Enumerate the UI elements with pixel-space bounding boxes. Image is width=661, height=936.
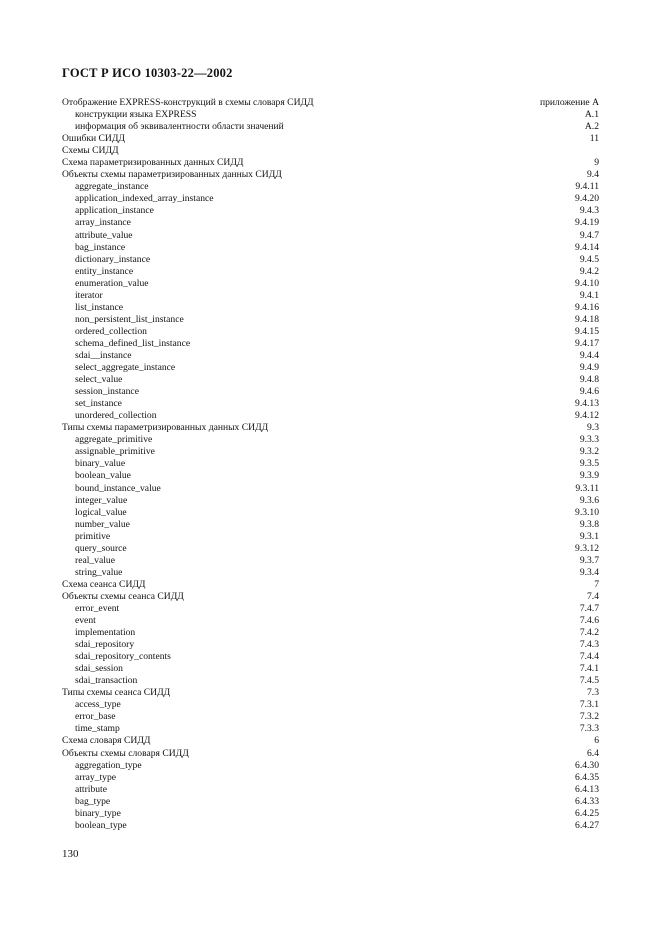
index-subentry [62, 338, 599, 350]
entry-page-ref: 9.3.8 [577, 519, 599, 531]
entry-label: logical_value [75, 507, 130, 519]
entry-label: Схема словаря СИДД [62, 735, 153, 747]
entry-label: Типы схемы сеанса СИДД [62, 687, 173, 699]
entry-page-ref: 7.3.2 [577, 711, 599, 723]
entry-page-ref: 7.4.7 [577, 603, 599, 615]
entry-page-ref: 9.4.4 [577, 350, 599, 362]
entry-label: unordered_collection [75, 410, 160, 422]
entry-label: Объекты схемы параметризированных данных СИДД [62, 169, 285, 181]
entry-page-ref: 9.3.2 [577, 446, 599, 458]
entry-label: attribute [75, 784, 110, 796]
index-entry [62, 169, 599, 181]
entry-label: iterator [75, 290, 106, 302]
entry-page-ref: 9.4.5 [577, 254, 599, 266]
entry-page-ref: 6.4.13 [572, 784, 599, 796]
entry-label: session_instance [75, 386, 142, 398]
entry-page-ref: 7.4 [584, 591, 599, 603]
entry-label: query_source [75, 543, 130, 555]
entry-label: dictionary_instance [75, 254, 153, 266]
entry-label: implementation [75, 627, 138, 639]
entry-label: list_instance [75, 302, 126, 314]
entry-page-ref: 6.4.30 [572, 760, 599, 772]
index-subentry [62, 615, 599, 627]
index-subentry [62, 398, 599, 410]
entry-page-ref: 9.3.9 [577, 470, 599, 482]
index-subentry [62, 483, 599, 495]
entry-label: boolean_type [75, 820, 130, 832]
index-subentry [62, 193, 599, 205]
index-entry [62, 133, 599, 145]
document-header: ГОСТ Р ИСО 10303-22—2002 [62, 66, 233, 80]
entry-page-ref: 9.4.2 [577, 266, 599, 278]
index-subentry [62, 458, 599, 470]
index-subentry [62, 820, 599, 832]
entry-label: integer_value [75, 495, 130, 507]
index-subentry [62, 651, 599, 663]
entry-page-ref: 7.4.1 [577, 663, 599, 675]
entry-page-ref: 9.4.10 [572, 278, 599, 290]
index-entry [62, 97, 599, 109]
index-entry [62, 748, 599, 760]
index-subentry [62, 470, 599, 482]
index-entry [62, 687, 599, 699]
index-subentry [62, 254, 599, 266]
index-subentry [62, 567, 599, 579]
entry-page-ref: 7.3.1 [577, 699, 599, 711]
entry-page-ref: 6 [591, 735, 599, 747]
index-subentry [62, 627, 599, 639]
index-subentry [62, 519, 599, 531]
entry-page-ref: 7 [591, 579, 599, 591]
entry-label: number_value [75, 519, 133, 531]
entry-page-ref: 11 [587, 133, 599, 145]
index-entry [62, 591, 599, 603]
entry-page-ref: 9.3.5 [577, 458, 599, 470]
entry-label: schema_defined_list_instance [75, 338, 193, 350]
index-subentry [62, 639, 599, 651]
entry-label: select_value [75, 374, 125, 386]
entry-page-ref: 9.3.7 [577, 555, 599, 567]
index-subentry [62, 446, 599, 458]
index-subentry [62, 230, 599, 242]
entry-label: assignable_primitive [75, 446, 158, 458]
entry-page-ref: 9.4.7 [577, 230, 599, 242]
entry-label: Ошибки СИДД [62, 133, 128, 145]
entry-label: конструкции языка EXPRESS [75, 109, 199, 121]
entry-page-ref: 7.4.2 [577, 627, 599, 639]
index-subentry [62, 543, 599, 555]
entry-label: sdai__instance [75, 350, 134, 362]
index-subentry [62, 217, 599, 229]
entry-label: sdai_transaction [75, 675, 140, 687]
entry-page-ref: 9 [591, 157, 599, 169]
entry-label: select_aggregate_instance [75, 362, 178, 374]
entry-page-ref: приложение А [537, 97, 599, 109]
entry-page-ref: 9.4 [584, 169, 599, 181]
entry-page-ref: 9.4.12 [572, 410, 599, 422]
index-subentry [62, 302, 599, 314]
entry-label: array_instance [75, 217, 134, 229]
entry-page-ref: 9.4.17 [572, 338, 599, 350]
index-subentry [62, 495, 599, 507]
index-subentry [62, 711, 599, 723]
entry-label: access_type [75, 699, 124, 711]
index-entry [62, 735, 599, 747]
entry-label: aggregate_instance [75, 181, 152, 193]
index-subentry [62, 374, 599, 386]
index-subentry [62, 350, 599, 362]
entry-label: bag_instance [75, 242, 128, 254]
entry-label: application_indexed_array_instance [75, 193, 217, 205]
index-subentry [62, 434, 599, 446]
entry-label: Схемы СИДД [62, 145, 122, 157]
entry-page-ref: 9.3.10 [572, 507, 599, 519]
entry-page-ref: 7.4.4 [577, 651, 599, 663]
entry-label: binary_value [75, 458, 128, 470]
entry-label: Отображение EXPRESS-конструкций в схемы словаря СИДД [62, 97, 317, 109]
index-subentry [62, 760, 599, 772]
entry-page-ref: 7.3 [584, 687, 599, 699]
entry-label: ordered_collection [75, 326, 150, 338]
entry-label: real_value [75, 555, 118, 567]
index-subentry [62, 266, 599, 278]
entry-label: error_event [75, 603, 122, 615]
entry-page-ref: 9.4.11 [572, 181, 599, 193]
index-subentry [62, 808, 599, 820]
index-subentry [62, 675, 599, 687]
entry-label: sdai_repository_contents [75, 651, 174, 663]
index-list [62, 97, 599, 832]
entry-page-ref: 9.4.20 [572, 193, 599, 205]
entry-page-ref: 9.4.13 [572, 398, 599, 410]
entry-label: Объекты схемы сеанса СИДД [62, 591, 187, 603]
entry-label: array_type [75, 772, 119, 784]
index-subentry [62, 290, 599, 302]
entry-label: bound_instance_value [75, 483, 164, 495]
entry-page-ref: 7.4.6 [577, 615, 599, 627]
entry-label: Типы схемы параметризированных данных СИДД [62, 422, 271, 434]
index-subentry [62, 784, 599, 796]
entry-label: entity_instance [75, 266, 136, 278]
index-entry [62, 157, 599, 169]
entry-page-ref: 9.3.11 [572, 483, 599, 495]
entry-label: sdai_session [75, 663, 126, 675]
entry-page-ref: A.1 [582, 109, 599, 121]
entry-page-ref: 9.3.1 [577, 531, 599, 543]
index-subentry [62, 109, 599, 121]
index-subentry [62, 603, 599, 615]
entry-label: time_stamp [75, 723, 123, 735]
index-subentry [62, 699, 599, 711]
index-subentry [62, 205, 599, 217]
index-subentry [62, 507, 599, 519]
entry-label: aggregate_primitive [75, 434, 155, 446]
entry-page-ref: 9.3 [584, 422, 599, 434]
index-subentry [62, 386, 599, 398]
entry-page-ref: 9.3.4 [577, 567, 599, 579]
index-subentry [62, 531, 599, 543]
entry-label: enumeration_value [75, 278, 152, 290]
entry-page-ref: 9.4.15 [572, 326, 599, 338]
entry-label: non_persistent_list_instance [75, 314, 187, 326]
entry-page-ref: 9.4.3 [577, 205, 599, 217]
entry-label: aggregation_type [75, 760, 145, 772]
entry-page-ref: 7.4.3 [577, 639, 599, 651]
entry-page-ref: 9.4.9 [577, 362, 599, 374]
index-subentry [62, 326, 599, 338]
entry-label: set_instance [75, 398, 125, 410]
index-entry [62, 422, 599, 434]
entry-page-ref: 7.4.5 [577, 675, 599, 687]
entry-label: error_base [75, 711, 118, 723]
entry-label: Объекты схемы словаря СИДД [62, 748, 192, 760]
entry-label: attribute_value [75, 230, 136, 242]
entry-page-ref: 6.4.35 [572, 772, 599, 784]
index-subentry [62, 242, 599, 254]
index-entry [62, 579, 599, 591]
entry-label: sdai_repository [75, 639, 137, 651]
entry-label: boolean_value [75, 470, 134, 482]
entry-page-ref: 9.3.6 [577, 495, 599, 507]
entry-label: primitive [75, 531, 113, 543]
entry-page-ref: 9.3.3 [577, 434, 599, 446]
entry-page-ref: 9.4.8 [577, 374, 599, 386]
entry-page-ref: 9.3.12 [572, 543, 599, 555]
index-entry [62, 145, 599, 157]
entry-page-ref: 9.4.18 [572, 314, 599, 326]
entry-page-ref: 6.4.33 [572, 796, 599, 808]
entry-label: информация об эквивалентности области значений [75, 121, 287, 133]
entry-page-ref: 9.4.6 [577, 386, 599, 398]
index-subentry [62, 314, 599, 326]
entry-page-ref: 9.4.14 [572, 242, 599, 254]
index-subentry [62, 723, 599, 735]
index-subentry [62, 278, 599, 290]
entry-page-ref: 6.4 [584, 748, 599, 760]
entry-page-ref: A.2 [582, 121, 599, 133]
entry-page-ref: 6.4.27 [572, 820, 599, 832]
entry-page-ref: 6.4.25 [572, 808, 599, 820]
index-subentry [62, 555, 599, 567]
index-subentry [62, 410, 599, 422]
entry-page-ref: 9.4.19 [572, 217, 599, 229]
entry-label: Схема параметризированных данных СИДД [62, 157, 246, 169]
entry-page-ref: 9.4.16 [572, 302, 599, 314]
index-subentry [62, 796, 599, 808]
entry-label: application_instance [75, 205, 157, 217]
entry-label: Схема сеанса СИДД [62, 579, 148, 591]
index-subentry [62, 772, 599, 784]
index-subentry [62, 362, 599, 374]
index-subentry [62, 663, 599, 675]
page-number: 130 [62, 848, 79, 860]
index-subentry [62, 121, 599, 133]
entry-label: bag_type [75, 796, 113, 808]
entry-label: binary_type [75, 808, 124, 820]
entry-label: string_value [75, 567, 125, 579]
entry-page-ref: 7.3.3 [577, 723, 599, 735]
index-subentry [62, 181, 599, 193]
entry-page-ref: 9.4.1 [577, 290, 599, 302]
entry-label: event [75, 615, 99, 627]
